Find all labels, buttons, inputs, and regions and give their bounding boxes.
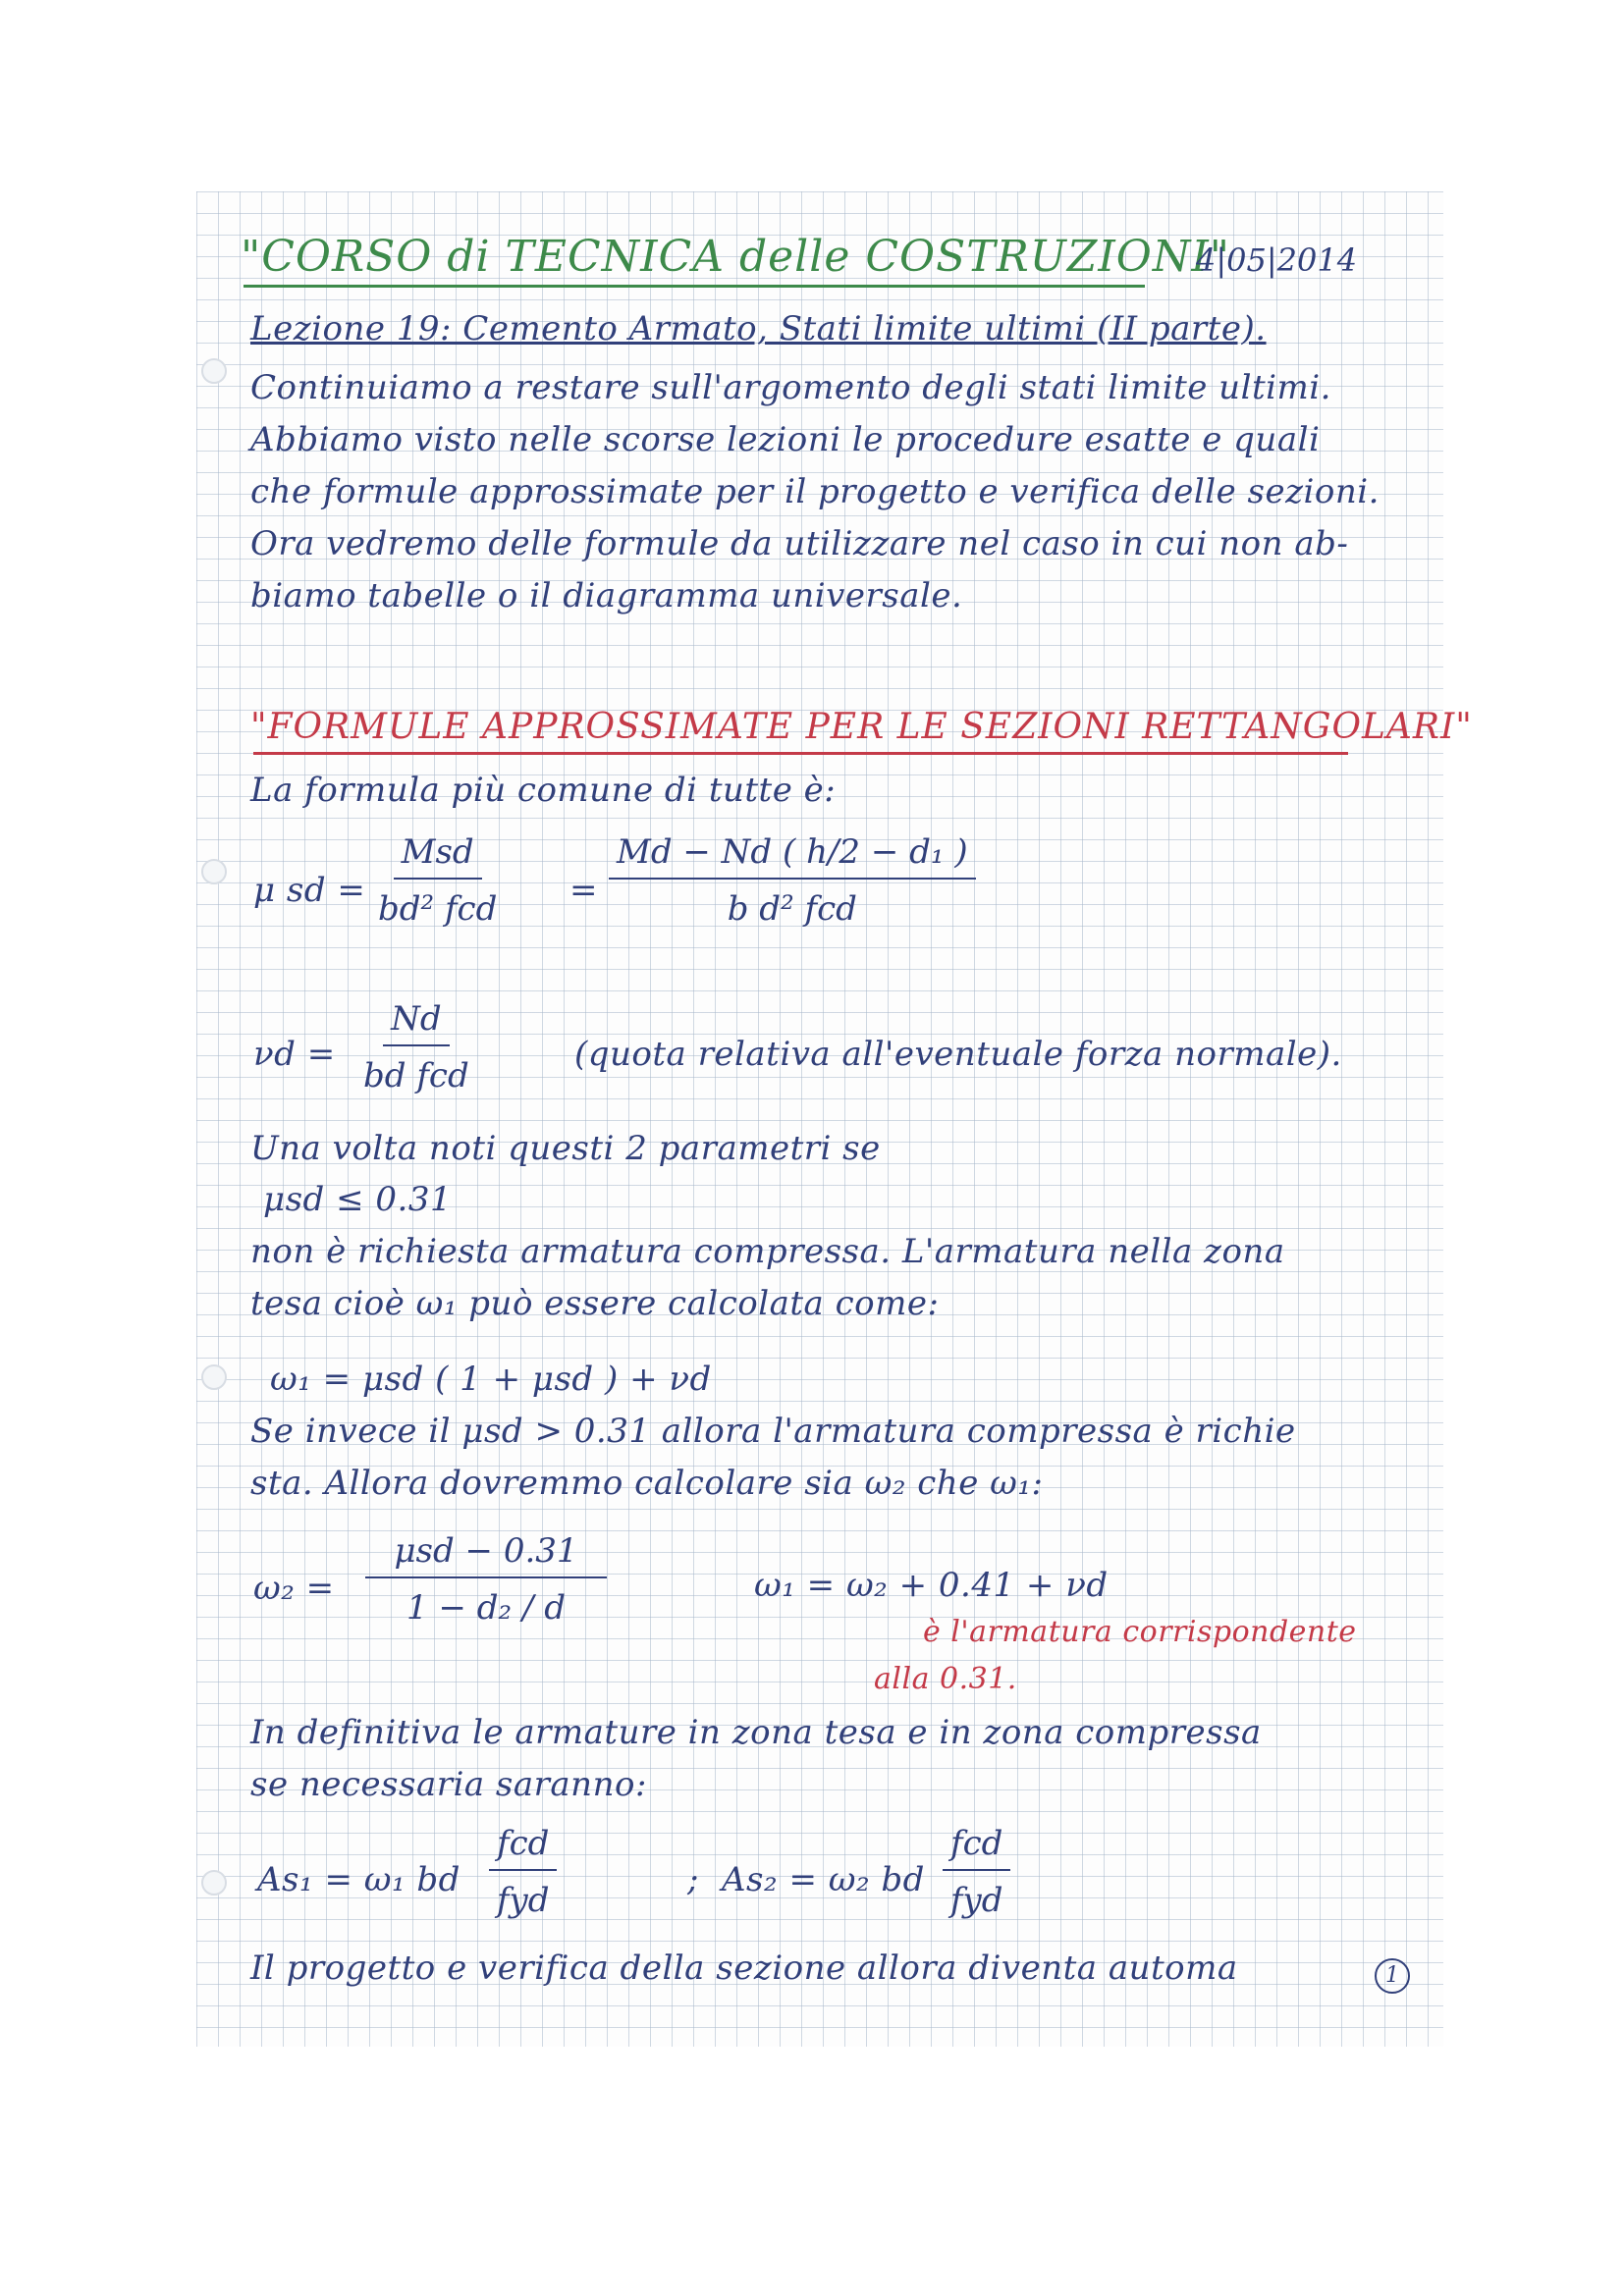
course-title: "CORSO di TECNICA delle COSTRUZIONI"	[241, 232, 1230, 282]
omega1-formula: ω₁ = μsd ( 1 + μsd ) + νd	[270, 1360, 712, 1399]
mu-numerator-1: Msd	[394, 832, 482, 880]
nu-numerator: Nd	[383, 999, 450, 1046]
text-line: tesa cioè ω₁ può essere calcolata come:	[250, 1284, 940, 1323]
mu-fraction-2	[609, 832, 976, 929]
mu-equals: =	[569, 871, 598, 910]
intro-line: Abbiamo visto nelle scorse lezioni le procedure esatte e quali	[250, 420, 1321, 459]
text-line: se necessaria saranno:	[250, 1765, 647, 1804]
as2-numerator: fcd	[943, 1824, 1010, 1871]
text-line: In definitiva le armature in zona tesa e in zona compressa	[250, 1713, 1262, 1752]
nu-denominator: bd fcd	[363, 1056, 469, 1095]
nu-note: (quota relativa all'eventuale forza normale).	[574, 1035, 1342, 1074]
page-number: 1	[1375, 1958, 1410, 1994]
text-line: Se invece il μsd > 0.31 allora l'armatura compressa è richie	[250, 1412, 1296, 1451]
as1-denominator: fyd	[496, 1881, 550, 1920]
mu-denominator-2: b d² fcd	[727, 889, 857, 929]
section-underline	[253, 752, 1348, 755]
omega-note: è l'armatura corrispondente	[923, 1615, 1357, 1649]
title-underline	[244, 285, 1145, 288]
nu-lhs: νd =	[253, 1035, 336, 1074]
omega2-denominator: 1 − d₂ / d	[406, 1588, 566, 1628]
binder-hole	[201, 1870, 227, 1896]
as2-lhs: As₂ = ω₂ bd	[722, 1860, 925, 1899]
intro-line: Continuiamo a restare sull'argomento degli stati limite ultimi.	[250, 368, 1331, 407]
mu-denominator-1: bd² fcd	[378, 889, 498, 929]
section-intro: La formula più comune di tutte è:	[250, 771, 837, 810]
formula-separator: ;	[687, 1860, 699, 1899]
binder-hole	[201, 1364, 227, 1390]
as1-fraction	[489, 1824, 557, 1920]
lesson-date: 4|05|2014	[1196, 241, 1358, 279]
as1-numerator: fcd	[489, 1824, 557, 1871]
section-title: "FORMULE APPROSSIMATE PER LE SEZIONI RETTANGOLARI"	[250, 707, 1473, 747]
mu-numerator-2: Md − Nd ( h/2 − d₁ )	[609, 832, 976, 880]
text-line: non è richiesta armatura compressa. L'armatura nella zona	[250, 1232, 1285, 1271]
text-line: Il progetto e verifica della sezione allora diventa automa	[250, 1949, 1238, 1988]
binder-hole	[201, 859, 227, 884]
nu-fraction	[363, 999, 469, 1095]
omega2-numerator: μsd − 0.31	[365, 1531, 607, 1578]
intro-line: che formule approssimate per il progetto e verifica delle sezioni.	[250, 472, 1380, 511]
omega-note: alla 0.31.	[874, 1662, 1017, 1696]
omega2-fraction	[363, 1531, 609, 1628]
intro-line: Ora vedremo delle formule da utilizzare nel caso in cui non ab-	[250, 524, 1349, 563]
text-line: Una volta noti questi 2 parametri se	[250, 1129, 881, 1168]
lesson-heading: Lezione 19: Cemento Armato, Stati limite ultimi (II parte).	[250, 309, 1267, 348]
as2-fraction	[943, 1824, 1010, 1920]
mu-lhs: μ sd =	[253, 871, 366, 910]
intro-line: biamo tabelle o il diagramma universale.	[250, 576, 963, 615]
omega1-with-omega2: ω₁ = ω₂ + 0.41 + νd	[754, 1566, 1109, 1605]
binder-hole	[201, 358, 227, 384]
text-line: sta. Allora dovremmo calcolare sia ω₂ che ω₁:	[250, 1464, 1044, 1503]
omega2-lhs: ω₂ =	[253, 1569, 335, 1608]
mu-fraction-1	[378, 832, 497, 929]
condition-1: μsd ≤ 0.31	[263, 1180, 453, 1219]
as2-denominator: fyd	[949, 1881, 1003, 1920]
as1-lhs: As₁ = ω₁ bd	[257, 1860, 460, 1899]
